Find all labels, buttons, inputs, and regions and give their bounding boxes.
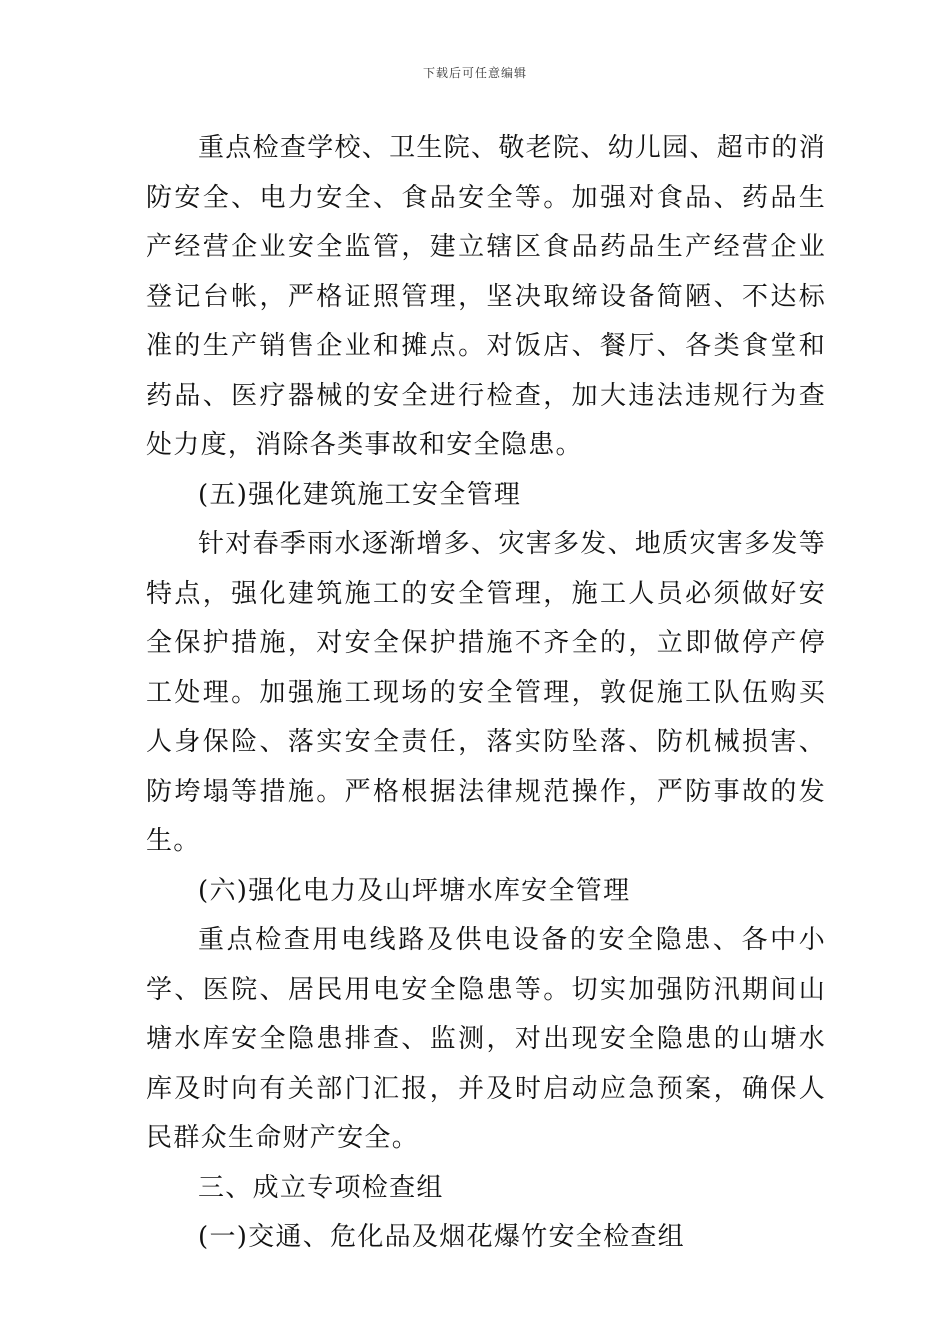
heading-traffic-hazmat-group: (一)交通、危化品及烟花爆竹安全检查组 — [198, 1222, 685, 1252]
paragraph-inspection-focus: 重点检查学校、卫生院、敬老院、幼儿园、超市的消防安全、电力安全、食品安全等。加强对食品、药品生产经营企业安全监管，建立辖区食品药品生产经营企业登记台帐，严格证照管理，坚决取缔设备简陋、不达标准的生产销售企业和摊点。对饭店、餐厅、各类食堂和药品、医疗器械的安全进行检查，加大违法违规行为查处力度，消除各类事故和安全隐患。 — [146, 133, 826, 460]
paragraph-construction-safety: 针对春季雨水逐渐增多、灾害多发、地质灾害多发等特点，强化建筑施工的安全管理，施工人员必须做好安全保护措施，对安全保护措施不齐全的，立即做停产停工处理。加强施工现场的安全管理，敦促施工队伍购买人身保险、落实安全责任，落实防坠落、防机械损害、防垮塌等措施。严格根据法律规范操作，严防事故的发生。 — [146, 529, 826, 856]
heading-construction-safety: (五)强化建筑施工安全管理 — [198, 479, 522, 510]
heading-power-reservoir-safety: (六)强化电力及山坪塘水库安全管理 — [198, 875, 631, 906]
paragraph-power-reservoir-safety: 重点检查用电线路及供电设备的安全隐患、各中小学、医院、居民用电安全隐患等。切实加强防汛期间山塘水库安全隐患排查、监测，对出现安全隐患的山塘水库及时向有关部门汇报，并及时启动应急预案，确保人民群众生命财产安全。 — [146, 925, 826, 1153]
document-body — [146, 124, 826, 1263]
heading-inspection-groups: 三、成立专项检查组 — [198, 1172, 444, 1203]
header-note: 下载后可任意编辑 — [422, 66, 527, 80]
